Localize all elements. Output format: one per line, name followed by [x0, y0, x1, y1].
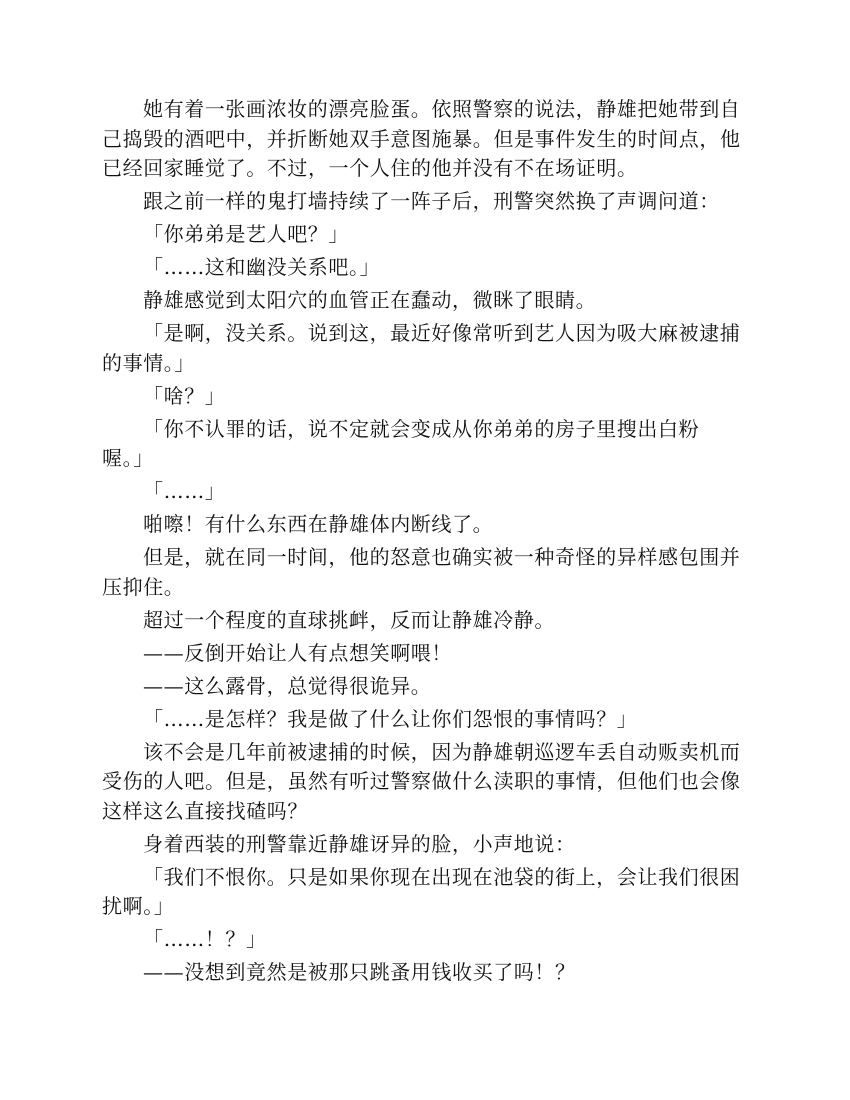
text-line: 「……！？」 [143, 927, 267, 951]
paragraph [102, 95, 762, 184]
dialogue-paragraph [102, 415, 762, 474]
text-line: ——反倒开始让人有点想笑啊喂！ [143, 640, 452, 665]
paragraph [102, 738, 762, 827]
dialogue-paragraph [102, 925, 762, 955]
text-line: 压抑住。 [102, 574, 185, 599]
document-page [102, 95, 762, 991]
text-line: ——这么露骨，总觉得很诡异。 [143, 673, 432, 698]
paragraph [102, 830, 762, 860]
text-line: ——没想到竟然是被那只跳蚤用钱收买了吗！？ [143, 960, 576, 984]
text-line: 啪嚓！有什么东西在静雄体内断线了。 [143, 512, 494, 536]
text-line: 「我们不恨你。只是如果你现在出现在池袋的街上，会让我们很困 [143, 864, 741, 889]
dialogue-paragraph [102, 319, 762, 378]
dialogue-paragraph [102, 477, 762, 507]
paragraph [102, 187, 762, 217]
text-line: 超过一个程度的直球挑衅，反而让静雄冷静。 [143, 607, 555, 632]
text-line: 但是，就在同一时间，他的怒意也确实被一种奇怪的异样感包围并 [143, 545, 741, 569]
monologue-paragraph [102, 958, 762, 988]
text-line: 喔。」 [102, 446, 154, 470]
text-line: 已经回家睡觉了。不过，一个人住的他并没有不在场证明。 [102, 156, 638, 180]
text-line: 该不会是几年前被逮捕的时候，因为静雄朝巡逻车丢自动贩卖机而 [143, 739, 741, 764]
text-line: 「你弟弟是艺人吧？」 [143, 222, 349, 246]
text-line: 「你不认罪的话，说不定就会变成从你弟弟的房子里搜出白粉 [143, 416, 700, 441]
text-line: 的事情。」 [102, 350, 195, 375]
text-line: 这样这么直接找碴吗？ [102, 798, 308, 823]
dialogue-paragraph [102, 705, 762, 735]
text-line: 「……是怎样？我是做了什么让你们怨恨的事情吗？」 [143, 706, 638, 731]
text-line: 静雄感觉到太阳穴的血管正在蠢动，微眯了眼睛。 [143, 288, 597, 312]
dialogue-paragraph [102, 382, 762, 412]
paragraph [102, 286, 762, 316]
paragraph [102, 606, 762, 636]
text-line: 「……」 [143, 479, 226, 503]
monologue-paragraph [102, 639, 762, 669]
text-line: 「……这和幽没关系吧。」 [143, 255, 381, 279]
text-line: 「啥？」 [143, 383, 226, 408]
dialogue-paragraph [102, 253, 762, 283]
text-line: 身着西装的刑警靠近静雄讶异的脸，小声地说： [143, 831, 576, 856]
text-line: 她有着一张画浓妆的漂亮脸蛋。依照警察的说法，静雄把她带到自 [143, 97, 741, 121]
paragraph [102, 543, 762, 602]
dialogue-paragraph [102, 863, 762, 922]
text-line: 受伤的人吧。但是，虽然有听过警察做什么渎职的事情，但他们也会像 [102, 769, 741, 793]
text-line: 「是啊，没关系。说到这，最近好像常听到艺人因为吸大麻被逮捕 [143, 321, 741, 345]
text-line: 己捣毁的酒吧中，并折断她双手意图施暴。但是事件发生的时间点，他 [102, 126, 741, 151]
paragraph [102, 510, 762, 540]
text-line: 跟之前一样的鬼打墙持续了一阵子后，刑警突然换了声调问道： [143, 189, 720, 213]
dialogue-paragraph [102, 220, 762, 250]
text-line: 扰啊。」 [102, 894, 175, 918]
monologue-paragraph [102, 672, 762, 702]
